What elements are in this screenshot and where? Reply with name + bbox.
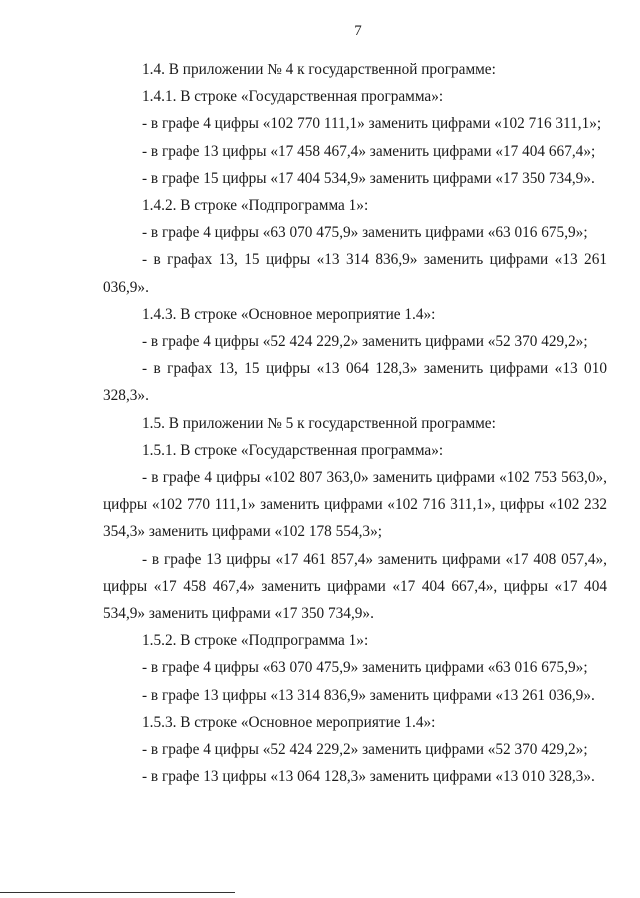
list-item: - в графе 15 цифры «17 404 534,9» заменить цифрами «17 350 734,9». bbox=[142, 169, 595, 187]
list-item: - в графе 13 цифры «13 314 836,9» заменить цифрами «13 261 036,9». bbox=[142, 686, 595, 704]
subsection-heading-1-4-1: 1.4.1. В строке «Государственная программа»: bbox=[142, 88, 444, 106]
page-number: 7 bbox=[354, 23, 362, 39]
list-item: - в графе 4 цифры «52 424 229,2» заменить цифрами «52 370 429,2»; bbox=[142, 741, 588, 759]
subsection-heading-1-5-1: 1.5.1. В строке «Государственная программа»: bbox=[142, 441, 444, 459]
list-item: - в графе 13 цифры «17 461 857,4» заменить цифрами «17 408 057,4», цифры «17 458 467,4» заменить цифрами «17 404 667,4», цифры «17 404 534,9» заменить цифрами «17 350 734,9». bbox=[103, 550, 607, 623]
list-item: - в графе 13 цифры «17 458 467,4» заменить цифрами «17 404 667,4»; bbox=[142, 142, 596, 160]
list-item: - в графе 4 цифры «102 807 363,0» заменить цифрами «102 753 563,0», цифры «102 770 111,1» заменить цифрами «102 716 311,1», цифры «102 232 354,3» заменить цифрами «102 178 554,3»; bbox=[103, 469, 607, 541]
list-item: - в графе 4 цифры «52 424 229,2» заменить цифрами «52 370 429,2»; bbox=[142, 333, 588, 351]
list-item: - в графах 13, 15 цифры «13 314 836,9» заменить цифрами «13 261 036,9». bbox=[103, 251, 607, 296]
subsection-heading-1-5-3: 1.5.3. В строке «Основное мероприятие 1.4»: bbox=[142, 713, 436, 731]
list-item: - в графе 4 цифры «102 770 111,1» заменить цифрами «102 716 311,1»; bbox=[142, 115, 602, 133]
list-item: - в графе 4 цифры «63 070 475,9» заменить цифрами «63 016 675,9»; bbox=[142, 224, 588, 242]
section-heading-1-4: 1.4. В приложении № 4 к государственной программе: bbox=[142, 61, 496, 78]
subsection-heading-1-4-2: 1.4.2. В строке «Подпрограмма 1»: bbox=[142, 197, 369, 215]
section-heading-1-5: 1.5. В приложении № 5 к государственной программе: bbox=[142, 414, 496, 432]
subsection-heading-1-5-2: 1.5.2. В строке «Подпрограмма 1»: bbox=[142, 632, 369, 650]
list-item: - в графе 13 цифры «13 064 128,3» заменить цифрами «13 010 328,3». bbox=[142, 768, 595, 786]
footer-divider bbox=[0, 892, 235, 893]
document-body bbox=[103, 56, 607, 790]
list-item: - в графах 13, 15 цифры «13 064 128,3» заменить цифрами «13 010 328,3». bbox=[103, 360, 607, 405]
subsection-heading-1-4-3: 1.4.3. В строке «Основное мероприятие 1.4»: bbox=[142, 305, 436, 323]
list-item: - в графе 4 цифры «63 070 475,9» заменить цифрами «63 016 675,9»; bbox=[142, 659, 588, 677]
